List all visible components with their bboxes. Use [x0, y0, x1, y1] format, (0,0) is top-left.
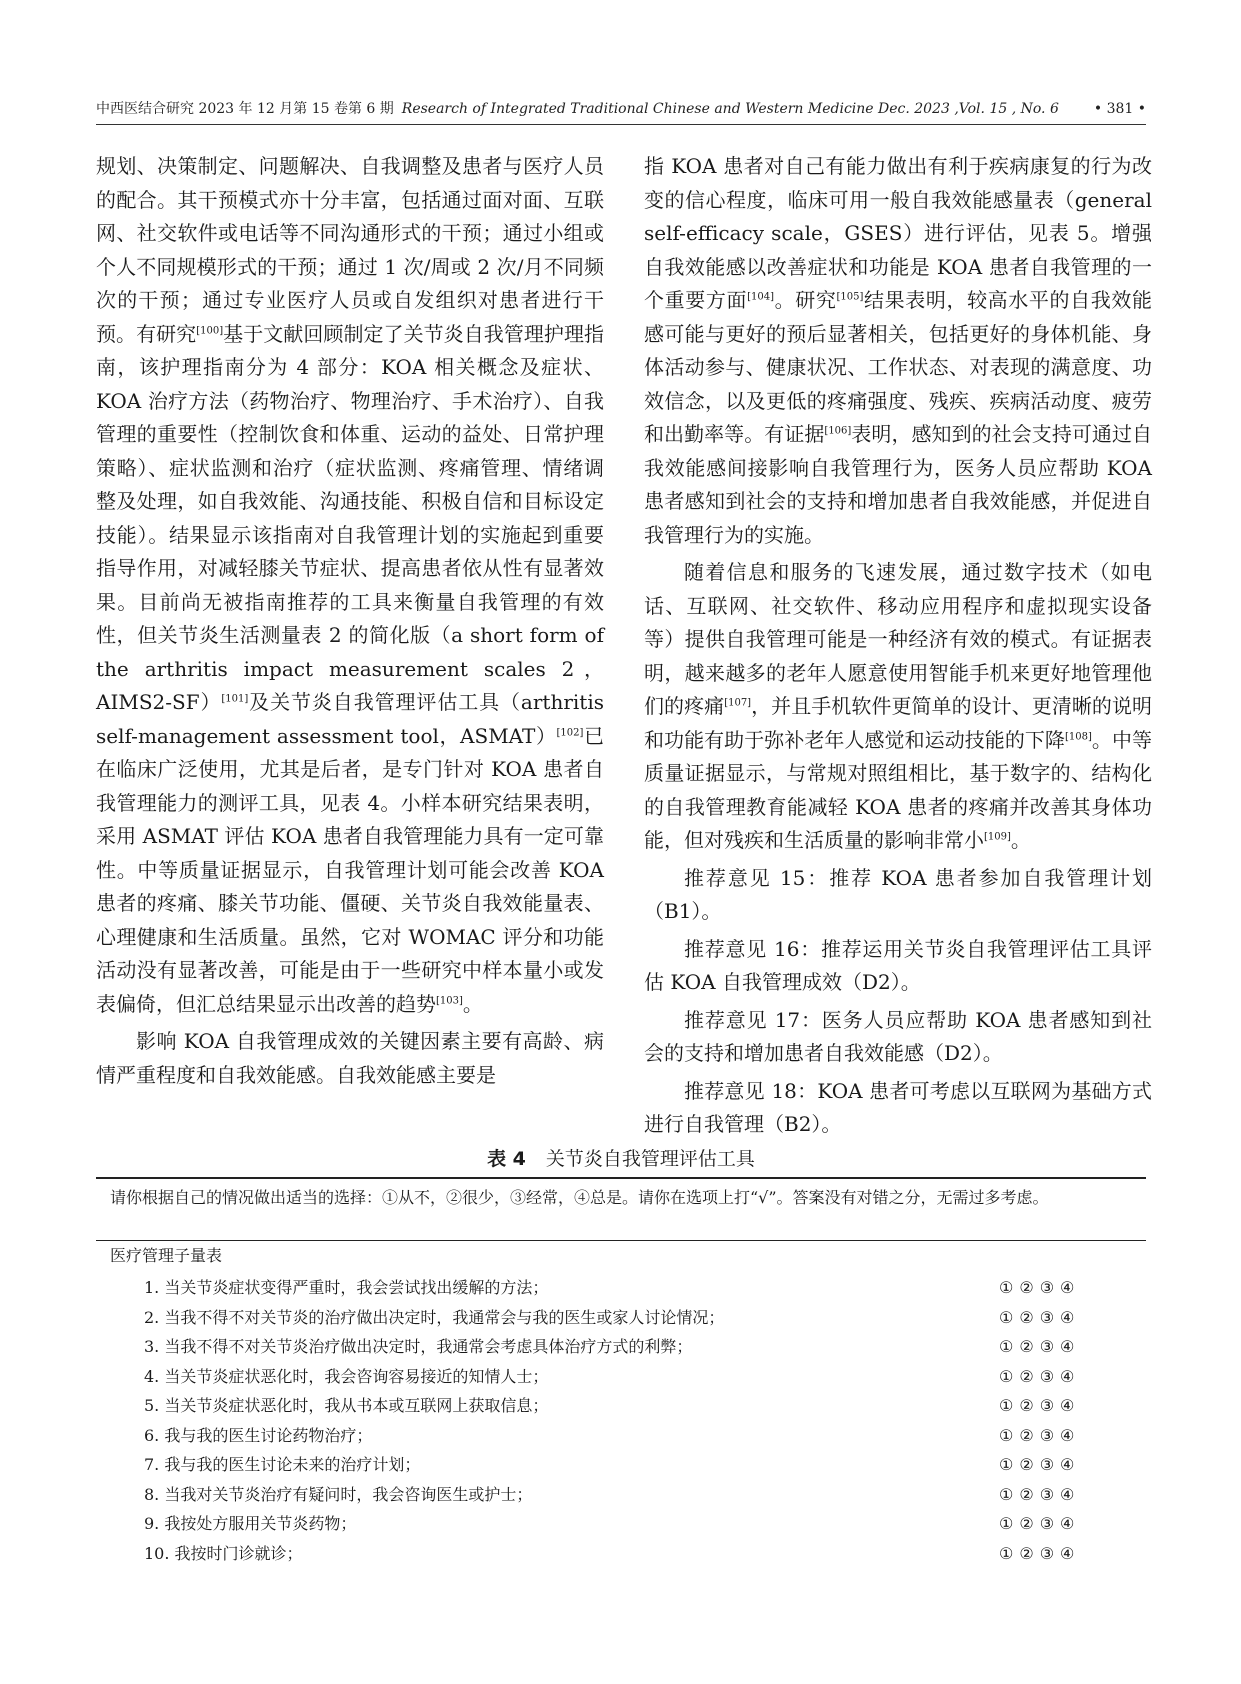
item-options: ①②③④: [999, 1307, 1081, 1327]
text-run: ，并且手机软件更简单的设计、更清晰的说明和功能有助于弥补老年人感觉和运动技能的下降: [644, 694, 1153, 752]
item-text: 4. 当关节炎症状恶化时，我会咨询容易接近的知情人士；: [144, 1366, 549, 1386]
item-options: ①②③④: [999, 1366, 1081, 1386]
table-row: [96, 1450, 1146, 1480]
item-text: 9. 我按处方服用关节炎药物；: [144, 1514, 357, 1533]
recommendation-16: 推荐意见 16：推荐运用关节炎自我管理评估工具评估 KOA 自我管理成效（D2）。: [644, 936, 1152, 994]
table-instructions: 请你根据自己的情况做出适当的选择：①从不，②很少，③经常，④总是。请你在选项上打“√”。答案没有对错之分，无需过多考虑。: [110, 1188, 1049, 1207]
table-row: [96, 1391, 1146, 1421]
item-options: ①②③④: [999, 1425, 1081, 1445]
item-text: 3. 当我不得不对关节炎治疗做出决定时，我通常会考虑具体治疗方式的利弊；: [144, 1337, 693, 1356]
left-column: [96, 150, 604, 1092]
header-rule: [96, 124, 1146, 125]
citation: [106]: [824, 425, 852, 437]
citation: [107]: [724, 697, 752, 709]
citation: [102]: [556, 726, 584, 738]
text-run: 表明，感知到的社会支持可通过自我效能感间接影响自我管理行为，医务人员应帮助 KOA 患者感知到社会的支持和增加患者自我效能感，并促进自我管理行为的实施。: [644, 422, 1153, 547]
table-section-title: 医疗管理子量表: [110, 1246, 223, 1265]
text-run: 已在临床广泛使用，尤其是后者，是专门针对 KOA 患者自我管理能力的测评工具，见表 4。小样本研究结果表明，采用 ASMAT 评估 KOA 患者自我管理能力具有一定可靠性。中等质量证据显示，自我管理计划可能会改善 KOA 患者的疼痛、膝关节功能、僵硬、关节炎自我效能量表、心理健康和生活质量。虽然，它对 WOMAC 评分和功能活动没有显著改善，可能是由于一些研究中样本量小或发表偏倚，但汇总结果显示出改善的趋势: [96, 723, 604, 1016]
right-paragraph-2: [644, 556, 1152, 858]
text-run: 。中等质量证据显示，与常规对照组相比，基于数字的、结构化的自我管理教育能减轻 KOA 患者的疼痛并改善其身体功能，但对残疾和生活质量的影响非常小: [644, 727, 1153, 852]
recommendation-15: 推荐意见 15：推荐 KOA 患者参加自我管理计划（B1）。: [644, 865, 1152, 923]
table-row: [96, 1303, 1146, 1333]
text-run: 。: [462, 991, 483, 1016]
item-options: ①②③④: [999, 1455, 1081, 1474]
citation: [105]: [836, 291, 864, 303]
left-paragraph-2: 影响 KOA 自我管理成效的关键因素主要有高龄、病情严重程度和自我效能感。自我效能感主要是: [96, 1029, 604, 1087]
item-text: 5. 当关节炎症状恶化时，我从书本或互联网上获取信息；: [144, 1396, 549, 1415]
right-paragraph-1: [644, 150, 1152, 552]
table-mid-rule: [96, 1240, 1146, 1241]
table-row: [96, 1509, 1146, 1539]
recommendation-18: 推荐意见 18：KOA 患者可考虑以互联网为基础方式进行自我管理（B2）。: [644, 1078, 1152, 1136]
citation: [100]: [196, 324, 224, 336]
journal-title-en: Research of Integrated Traditional Chinese and Western Medicine Dec. 2023 ,Vol. 15 , No. 6: [401, 101, 1059, 117]
item-options: ①②③④: [999, 1337, 1081, 1356]
journal-title-cn: 中西医结合研究 2023 年 12 月第 15 卷第 6 期: [96, 101, 394, 117]
citation: [104]: [747, 291, 774, 303]
right-column: [644, 150, 1152, 1142]
item-options: ①②③④: [999, 1396, 1081, 1415]
table-number: 表 4: [487, 1148, 526, 1170]
table-row: [96, 1362, 1146, 1392]
citation: [103]: [436, 994, 463, 1006]
text-run: 指 KOA 患者对自己有能力做出有利于疾病康复的行为改变的信心程度，临床可用一般自我效能感量表（general self-efficacy scale，GSES）进行评估，见表 5。增强自我效能感以改善症状和功能是 KOA 患者自我管理的一个重要方面: [644, 154, 1152, 312]
table-caption: [96, 1146, 1146, 1172]
table-body: [96, 1273, 1146, 1568]
running-header: [96, 100, 1146, 118]
item-text: 10. 我按时门诊就诊；: [144, 1543, 303, 1563]
table-top-rule: [96, 1177, 1146, 1179]
item-text: 1. 当关节炎症状变得严重时，我会尝试找出缓解的方法；: [144, 1278, 549, 1297]
item-text: 6. 我与我的医生讨论药物治疗；: [144, 1425, 373, 1445]
item-options: ①②③④: [999, 1514, 1081, 1533]
table-row: [96, 1539, 1146, 1569]
text-run: 及关节炎自我管理评估工具（arthritis self-management assessment tool，ASMAT）: [96, 690, 604, 748]
table-title: 关节炎自我管理评估工具: [545, 1148, 755, 1170]
text-run: 规划、决策制定、问题解决、自我调整及患者与医疗人员的配合。其干预模式亦十分丰富，包括通过面对面、互联网、社交软件或电话等不同沟通形式的干预；通过小组或个人不同规模形式的干预；通过 1 次/周或 2 次/月不同频次的干预；通过专业医疗人员或自发组织对患者进行干预。有研究: [96, 154, 604, 346]
page-number: • 381 •: [1093, 101, 1146, 117]
item-text: 8. 当我对关节炎治疗有疑问时，我会咨询医生或护士；: [144, 1484, 533, 1504]
table-row: [96, 1332, 1146, 1362]
citation: [101]: [221, 693, 249, 705]
text-run: 基于文献回顾制定了关节炎自我管理护理指南，该护理指南分为 4 部分：KOA 相关概念及症状、KOA 治疗方法（药物治疗、物理治疗、手术治疗）、自我管理的重要性（控制饮食和体重、运动的益处、日常护理策略）、症状监测和治疗（症状监测、疼痛管理、情绪调整及处理，如自我效能、沟通技能、积极自信和目标设定技能）。结果显示该指南对自我管理计划的实施起到重要指导作用，对减轻膝关节症状、提高患者依从性有显著效果。目前尚无被指南推荐的工具来衡量自我管理的有效性，但关节炎生活测量表 2 的简化版（a short form of the arthritis impact measurement scales 2，AIMS2-SF）: [96, 321, 605, 714]
item-text: 7. 我与我的医生讨论未来的治疗计划；: [144, 1455, 421, 1474]
citation: [108]: [1064, 730, 1092, 742]
table-row: [96, 1421, 1146, 1451]
text-run: 。: [1010, 828, 1031, 852]
item-options: ①②③④: [999, 1278, 1081, 1297]
table-row: [96, 1480, 1146, 1510]
text-run: 随着信息和服务的飞速发展，通过数字技术（如电话、互联网、社交软件、移动应用程序和虚拟现实设备等）提供自我管理可能是一种经济有效的模式。有证据表明，越来越多的老年人愿意使用智能手机来更好地管理他们的疼痛: [644, 560, 1152, 718]
item-options: ①②③④: [999, 1484, 1081, 1504]
table-row: [96, 1273, 1146, 1303]
citation: [109]: [984, 831, 1011, 843]
item-options: ①②③④: [999, 1543, 1081, 1563]
item-text: 2. 当我不得不对关节炎的治疗做出决定时，我通常会与我的医生或家人讨论情况；: [144, 1307, 725, 1327]
left-paragraph-1: [96, 150, 604, 1021]
recommendation-17: 推荐意见 17：医务人员应帮助 KOA 患者感知到社会的支持和增加患者自我效能感（D2）。: [644, 1007, 1152, 1065]
text-run: 。研究: [773, 288, 837, 312]
text-run: 结果表明，较高水平的自我效能感可能与更好的预后显著相关，包括更好的身体机能、身体活动参与、健康状况、工作状态、对表现的满意度、功效信念，以及更低的疼痛强度、残疾、疾病活动度、疲劳和出勤率等。有证据: [644, 288, 1153, 446]
